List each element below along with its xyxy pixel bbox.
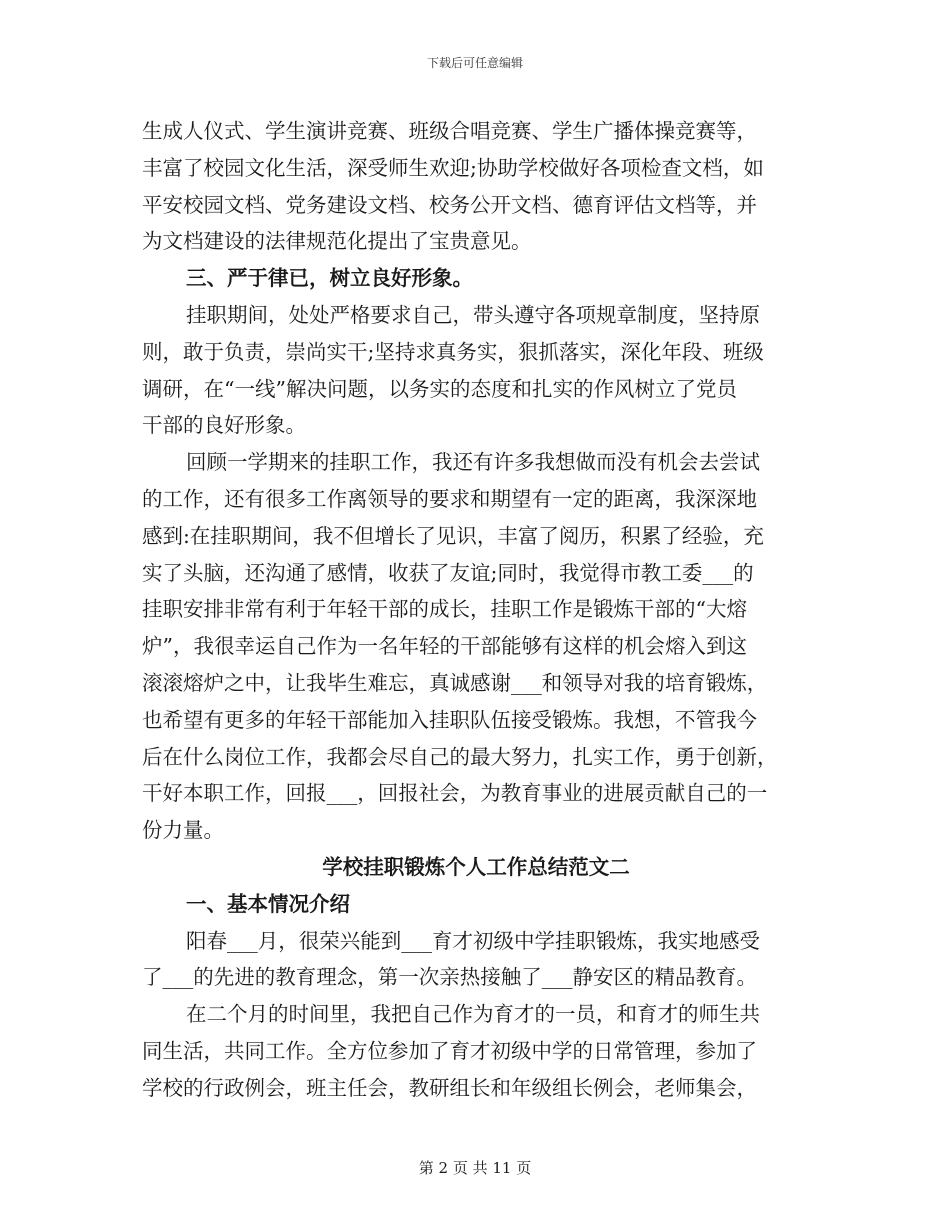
text-line: 丰富了校园文化生活，深受师生欢迎;协助学校做好各项检查文档，如	[142, 155, 764, 180]
text-line: 份力量。	[142, 818, 224, 843]
text-line: 为文档建设的法律规范化提出了宝贵意见。	[142, 229, 532, 254]
text-line: 挂职安排非常有利于年轻干部的成长，挂职工作是锻炼干部的“大熔	[142, 597, 747, 622]
text-line: 挂职期间，处处严格要求自己，带头遵守各项规章制度，坚持原	[186, 302, 760, 327]
page-header-note: 下载后可任意编辑	[426, 56, 523, 70]
text-line: 平安校园文档、党务建设文档、校务公开文档、德育评估文档等，并	[142, 192, 757, 217]
text-line: 干好本职工作，回报___，回报社会，为教育事业的进展贡献自己的一	[142, 781, 768, 806]
text-line: 在二个月的时间里，我把自己作为育才的一员，和育才的师生共	[186, 1002, 760, 1027]
text-line: 阳春___月，很荣兴能到___育才初级中学挂职锻炼，我实地感受	[186, 928, 760, 953]
text-line: 实了头脑，还沟通了感情，收获了友谊;同时，我觉得市教工委___的	[142, 560, 754, 585]
document-body	[142, 113, 810, 1107]
text-line: 调研，在“一线”解决问题，以务实的态度和扎实的作风树立了党员	[142, 376, 737, 401]
article-title: 学校挂职锻炼个人工作总结范文二	[322, 854, 630, 879]
page-number: 第 2 页 共 11 页	[418, 1159, 532, 1177]
text-line: 感到:在挂职期间，我不但增长了见识，丰富了阅历，积累了经验，充	[142, 523, 764, 548]
text-line: 生成人仪式、学生演讲竞赛、班级合唱竞赛、学生广播体操竞赛等，	[142, 119, 757, 143]
text-line: 学校的行政例会，班主任会，教研组长和年级组长例会，老师集会，	[142, 1075, 757, 1100]
text-line: 干部的良好形象。	[142, 413, 306, 438]
text-line: 的工作，还有很多工作离领导的要求和期望有一定的距离，我深深地	[142, 486, 757, 511]
text-line: 了___的先进的教育理念，第一次亲热接触了___静安区的精品教育。	[142, 965, 757, 990]
text-line: 后在什么岗位工作，我都会尽自己的最大努力，扎实工作，勇于创新，	[142, 744, 778, 769]
text-line: 则，敢于负责，崇尚实干;坚持求真务实，狠抓落实，深化年段、班级	[142, 339, 764, 364]
text-line: 回顾一学期来的挂职工作，我还有许多我想做而没有机会去尝试	[186, 450, 760, 475]
text-line: 也希望有更多的年轻干部能加入挂职队伍接受锻炼。我想，不管我今	[142, 707, 757, 732]
text-line: 滚滚熔炉之中，让我毕生难忘，真诚感谢___和领导对我的培育锻炼，	[142, 670, 768, 695]
section-heading: 三、严于律已，树立良好形象。	[186, 266, 473, 291]
section-heading: 一、基本情况介绍	[186, 891, 350, 916]
text-line: 炉”，我很幸运自己作为一名年轻的干部能够有这样的机会熔入到这	[142, 634, 747, 659]
text-line: 同生活，共同工作。全方位参加了育才初级中学的日常管理，参加了	[142, 1038, 757, 1063]
